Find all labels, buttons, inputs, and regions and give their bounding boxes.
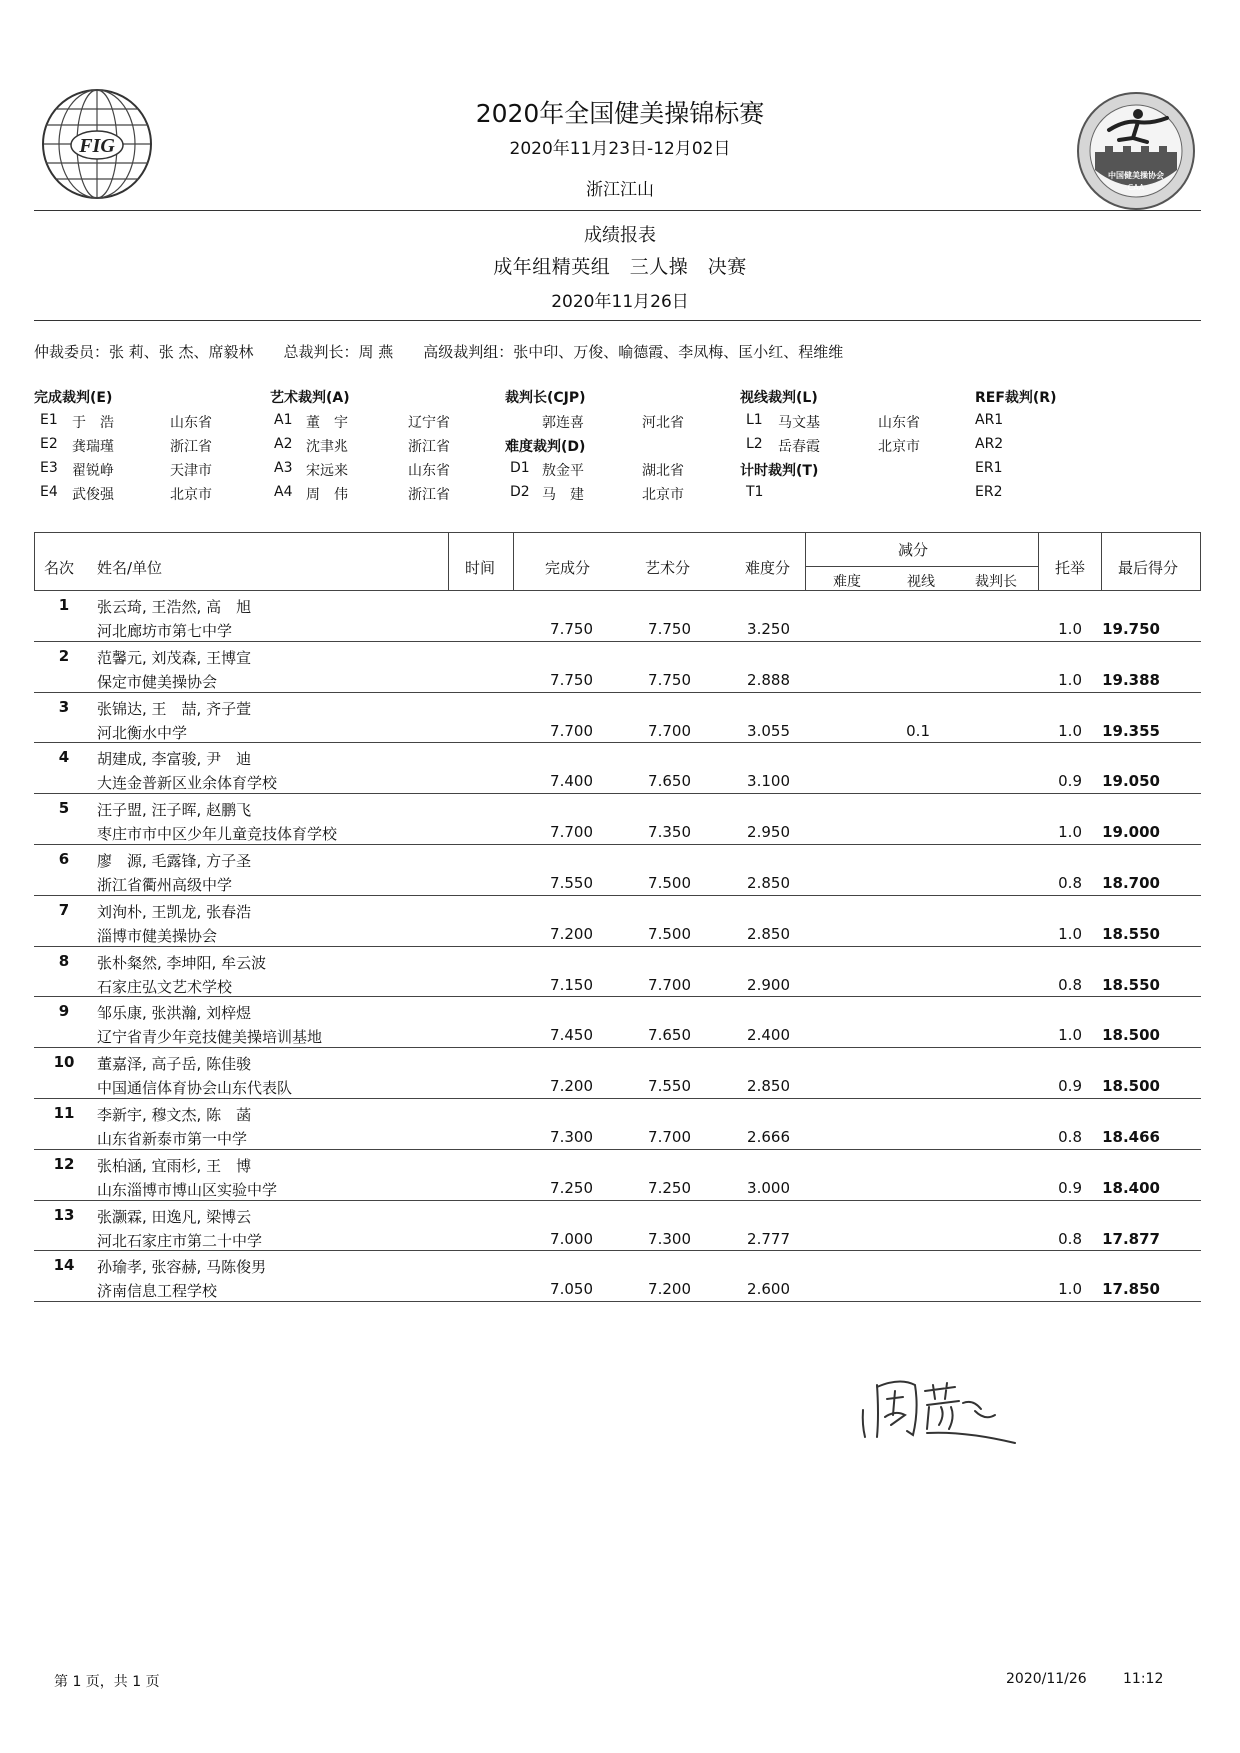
difficulty-score-cell: 2.950: [747, 823, 790, 842]
page-number: 第 1 页，共 1 页: [54, 1674, 160, 1690]
judge-code: D1: [510, 460, 530, 476]
judge-name: 翟锐峥: [72, 463, 114, 479]
judge-name: 马文基: [778, 415, 820, 431]
row-divider: [34, 641, 1201, 642]
col-header-lift: 托举: [1055, 559, 1086, 577]
row-divider: [34, 1149, 1201, 1150]
row-divider: [34, 1301, 1201, 1302]
lift-cell: 1.0: [1058, 721, 1082, 740]
rank-cell: 4: [58, 748, 70, 767]
deduction-sub-divider: [805, 566, 1038, 567]
lift-cell: 0.8: [1058, 874, 1082, 892]
rank-cell: 14: [53, 1256, 75, 1275]
rank-cell: 9: [58, 1002, 70, 1021]
judge-code: E2: [40, 436, 58, 452]
judge-name: 沈聿兆: [306, 439, 348, 455]
final-score-cell: 19.750: [1102, 620, 1160, 638]
athletes-cell: 邹乐康, 张洪瀚, 刘梓煜: [97, 1004, 252, 1023]
unit-cell: 山东淄博市博山区实验中学: [97, 1180, 278, 1199]
final-score-cell: 19.000: [1102, 823, 1160, 842]
execution-score-cell: 7.200: [550, 1077, 593, 1096]
unit-cell: 石家庄弘文艺术学校: [97, 977, 233, 996]
artistic-score-cell: 7.300: [648, 1229, 691, 1248]
final-score-cell: 19.050: [1102, 772, 1160, 791]
report-type: 成绩报表: [584, 225, 656, 246]
line-deduction-cell: 0.1: [906, 721, 930, 740]
athletes-cell: 刘洵朴, 王凯龙, 张春浩: [97, 902, 252, 921]
col-header-ded-line: 视线: [907, 574, 935, 590]
athletes-cell: 廖 源, 毛露锋, 方子圣: [97, 852, 252, 870]
execution-score-cell: 7.450: [550, 1026, 593, 1045]
rank-cell: 8: [58, 951, 70, 970]
judge-province: 山东省: [408, 463, 450, 479]
final-score-cell: 19.388: [1102, 670, 1160, 689]
col-divider: [448, 532, 449, 590]
difficulty-score-cell: 2.888: [747, 670, 790, 689]
unit-cell: 保定市健美操协会: [97, 672, 218, 691]
judge-code: AR1: [975, 412, 1004, 428]
report-category: 成年组精英组 三人操 决赛: [493, 256, 747, 278]
col-header-ded-difficulty: 难度: [833, 574, 861, 590]
final-score-cell: 18.700: [1102, 874, 1160, 892]
col-divider: [1038, 532, 1039, 590]
difficulty-score-cell: 2.666: [747, 1128, 790, 1146]
lift-cell: 1.0: [1058, 823, 1082, 842]
judge-code: E1: [40, 412, 58, 428]
lift-cell: 0.9: [1058, 1077, 1082, 1096]
unit-cell: 辽宁省青少年竞技健美操培训基地: [97, 1028, 323, 1047]
rank-cell: 3: [58, 697, 70, 716]
judge-name: 岳春霞: [778, 439, 820, 455]
col-divider: [1101, 532, 1102, 590]
row-divider: [34, 793, 1201, 794]
header-divider-bottom: [34, 320, 1201, 321]
judge-code: A1: [274, 412, 293, 428]
difficulty-score-cell: 2.850: [747, 1077, 790, 1096]
athletes-cell: 张灏霖, 田逸凡, 梁博云: [97, 1207, 252, 1226]
artistic-score-cell: 7.550: [648, 1077, 691, 1096]
lift-cell: 1.0: [1058, 924, 1082, 943]
rank-cell: 13: [53, 1205, 75, 1224]
cjp-province: 河北省: [642, 415, 684, 431]
table-left-border: [34, 532, 35, 590]
print-time: 11:12: [1123, 1671, 1164, 1687]
judge-province: 浙江省: [408, 439, 450, 455]
judge-province: 山东省: [170, 415, 212, 431]
final-score-cell: 19.355: [1102, 721, 1160, 740]
unit-cell: 河北衡水中学: [97, 723, 188, 742]
execution-score-cell: 7.750: [550, 620, 593, 638]
event-dates: 2020年11月23日-12月02日: [509, 139, 731, 159]
judge-code: L1: [746, 412, 763, 428]
lift-cell: 1.0: [1058, 670, 1082, 689]
judge-province: 浙江省: [408, 487, 450, 503]
table-right-border: [1200, 532, 1201, 590]
final-score-cell: 17.850: [1102, 1280, 1160, 1299]
final-score-cell: 18.500: [1102, 1077, 1160, 1096]
execution-score-cell: 7.250: [550, 1178, 593, 1197]
execution-score-cell: 7.050: [550, 1280, 593, 1299]
athletes-cell: 张朴粲然, 李坤阳, 牟云波: [97, 953, 267, 972]
judge-name: 周 伟: [306, 487, 348, 503]
artistic-score-cell: 7.750: [648, 620, 691, 638]
ref-judges-title: REF裁判(R): [975, 390, 1057, 406]
print-date: 2020/11/26: [1006, 1671, 1087, 1687]
athletes-cell: 孙瑜孝, 张容赫, 马陈俊男: [97, 1258, 267, 1277]
unit-cell: 中国通信体育协会山东代表队: [97, 1079, 293, 1098]
artistic-score-cell: 7.700: [648, 721, 691, 740]
artistic-score-cell: 7.500: [648, 874, 691, 892]
unit-cell: 济南信息工程学校: [97, 1282, 218, 1301]
final-score-cell: 17.877: [1102, 1229, 1160, 1248]
execution-judges-title: 完成裁判(E): [34, 390, 113, 406]
artistic-score-cell: 7.350: [648, 823, 691, 842]
difficulty-score-cell: 2.600: [747, 1280, 790, 1299]
header-divider-top: [34, 210, 1201, 211]
col-header-execution: 完成分: [545, 559, 591, 577]
execution-score-cell: 7.700: [550, 823, 593, 842]
judge-code: E3: [40, 460, 58, 476]
col-header-name: 姓名/单位: [97, 559, 163, 577]
judge-province: 浙江省: [170, 439, 212, 455]
execution-score-cell: 7.750: [550, 670, 593, 689]
judge-name: 龚瑞瑾: [72, 439, 114, 455]
col-header-rank: 名次: [44, 559, 75, 577]
difficulty-score-cell: 3.000: [747, 1178, 790, 1197]
judge-code: T1: [746, 484, 764, 500]
artistic-score-cell: 7.250: [648, 1178, 691, 1197]
judge-name: 武俊强: [72, 487, 114, 503]
judge-code: A3: [274, 460, 293, 476]
lift-cell: 0.9: [1058, 1178, 1082, 1197]
athletes-cell: 张云琦, 王浩然, 高 旭: [97, 598, 252, 616]
lift-cell: 1.0: [1058, 620, 1082, 638]
execution-score-cell: 7.000: [550, 1229, 593, 1248]
col-header-time: 时间: [465, 559, 496, 577]
judge-code: L2: [746, 436, 763, 452]
difficulty-score-cell: 2.900: [747, 975, 790, 994]
row-divider: [34, 1098, 1201, 1099]
line-judges-title: 视线裁判(L): [740, 390, 818, 406]
difficulty-score-cell: 3.100: [747, 772, 790, 791]
judge-name: 宋远来: [306, 463, 348, 479]
row-divider: [34, 1200, 1201, 1201]
rank-cell: 2: [58, 646, 70, 665]
difficulty-score-cell: 2.850: [747, 874, 790, 892]
athletes-cell: 胡建成, 李富骏, 尹 迪: [97, 750, 252, 769]
unit-cell: 山东省新泰市第一中学: [97, 1130, 248, 1148]
col-header-difficulty: 难度分: [745, 559, 791, 577]
final-score-cell: 18.500: [1102, 1026, 1160, 1045]
rank-cell: 5: [58, 799, 70, 818]
judge-province: 天津市: [170, 463, 212, 479]
execution-score-cell: 7.550: [550, 874, 593, 892]
col-header-deductions: 减分: [898, 541, 929, 559]
page-title: 2020年全国健美操锦标赛: [475, 99, 765, 128]
difficulty-score-cell: 3.250: [747, 620, 790, 638]
row-divider: [34, 742, 1201, 743]
unit-cell: 淄博市健美操协会: [97, 926, 218, 945]
judge-code: ER2: [975, 484, 1003, 500]
rank-cell: 11: [53, 1104, 75, 1122]
row-divider: [34, 895, 1201, 896]
table-top-border: [34, 532, 1201, 533]
col-divider: [805, 532, 806, 590]
cjp-title: 裁判长(CJP): [505, 390, 586, 406]
col-header-ded-cjp: 裁判长: [975, 574, 1017, 590]
fig-logo-text: FIG: [79, 135, 115, 157]
rank-cell: 1: [58, 596, 70, 614]
rank-cell: 7: [58, 900, 70, 919]
caa-logo-sub: CAA: [1127, 183, 1145, 192]
row-divider: [34, 996, 1201, 997]
judge-province: 北京市: [878, 439, 920, 455]
artistic-score-cell: 7.650: [648, 772, 691, 791]
row-divider: [34, 692, 1201, 693]
unit-cell: 浙江省衢州高级中学: [97, 876, 233, 894]
judge-province: 湖北省: [642, 463, 684, 479]
final-score-cell: 18.550: [1102, 924, 1160, 943]
difficulty-score-cell: 2.400: [747, 1026, 790, 1045]
judge-code: AR2: [975, 436, 1004, 452]
judge-name: 敖金平: [542, 463, 584, 479]
lift-cell: 1.0: [1058, 1280, 1082, 1299]
artistic-judges-title: 艺术裁判(A): [270, 390, 350, 406]
artistic-score-cell: 7.200: [648, 1280, 691, 1299]
event-location: 浙江江山: [586, 180, 654, 200]
time-judges-title: 计时裁判(T): [740, 463, 819, 479]
caa-logo-text: 中国健美操协会: [1108, 171, 1164, 180]
rank-cell: 10: [53, 1053, 75, 1072]
artistic-score-cell: 7.700: [648, 1128, 691, 1146]
execution-score-cell: 7.150: [550, 975, 593, 994]
officials-line: 仲裁委员：张 莉、张 杰、席毅林 总裁判长：周 燕 高级裁判组：张中印、万俊、喻德霞、李凤梅、匡小红、程维维: [34, 343, 844, 361]
artistic-score-cell: 7.500: [648, 924, 691, 943]
execution-score-cell: 7.700: [550, 721, 593, 740]
lift-cell: 0.8: [1058, 1128, 1082, 1146]
row-divider: [34, 946, 1201, 947]
judge-province: 北京市: [642, 487, 684, 503]
row-divider: [34, 1250, 1201, 1251]
execution-score-cell: 7.400: [550, 772, 593, 791]
lift-cell: 0.8: [1058, 975, 1082, 994]
col-header-final: 最后得分: [1118, 559, 1179, 577]
execution-score-cell: 7.200: [550, 924, 593, 943]
judge-name: 于 浩: [72, 415, 114, 431]
lift-cell: 1.0: [1058, 1026, 1082, 1045]
judge-code: A2: [274, 436, 293, 452]
artistic-score-cell: 7.750: [648, 670, 691, 689]
athletes-cell: 张锦达, 王 喆, 齐子萱: [97, 699, 252, 718]
report-date: 2020年11月26日: [551, 292, 689, 312]
judge-province: 山东省: [878, 415, 920, 431]
unit-cell: 枣庄市市中区少年儿童竞技体育学校: [97, 825, 338, 844]
table-header-bottom-border: [34, 590, 1201, 591]
signature-image: [855, 1355, 1020, 1445]
unit-cell: 河北廊坊市第七中学: [97, 622, 233, 640]
judge-name: 董 宇: [306, 415, 348, 431]
artistic-score-cell: 7.650: [648, 1026, 691, 1045]
judge-province: 辽宁省: [408, 415, 450, 431]
judge-name: 马 建: [542, 487, 584, 503]
difficulty-score-cell: 2.777: [747, 1229, 790, 1248]
rank-cell: 6: [58, 850, 70, 868]
unit-cell: 大连金普新区业余体育学校: [97, 774, 278, 793]
final-score-cell: 18.550: [1102, 975, 1160, 994]
athletes-cell: 汪子盟, 汪子晖, 赵鹏飞: [97, 801, 252, 820]
judge-code: ER1: [975, 460, 1003, 476]
rank-cell: 12: [53, 1154, 75, 1173]
cjp-name: 郭连喜: [542, 415, 584, 431]
row-divider: [34, 1047, 1201, 1048]
judge-code: D2: [510, 484, 530, 500]
judge-code: E4: [40, 484, 58, 500]
judge-province: 北京市: [170, 487, 212, 503]
difficulty-score-cell: 2.850: [747, 924, 790, 943]
artistic-score-cell: 7.700: [648, 975, 691, 994]
lift-cell: 0.8: [1058, 1229, 1082, 1248]
athletes-cell: 李新宇, 穆文杰, 陈 菡: [97, 1106, 252, 1124]
final-score-cell: 18.466: [1102, 1128, 1160, 1146]
unit-cell: 河北石家庄市第二十中学: [97, 1231, 263, 1250]
athletes-cell: 张柏涵, 宜雨杉, 王 博: [97, 1156, 252, 1175]
col-header-artistic: 艺术分: [645, 559, 691, 577]
difficulty-score-cell: 3.055: [747, 721, 790, 740]
athletes-cell: 范馨元, 刘茂森, 王博宣: [97, 648, 252, 667]
execution-score-cell: 7.300: [550, 1128, 593, 1146]
row-divider: [34, 844, 1201, 845]
difficulty-judges-title: 难度裁判(D): [505, 439, 586, 455]
athletes-cell: 董嘉泽, 高子岳, 陈佳骏: [97, 1055, 252, 1074]
final-score-cell: 18.400: [1102, 1178, 1160, 1197]
lift-cell: 0.9: [1058, 772, 1082, 791]
col-divider: [513, 532, 514, 590]
judge-code: A4: [274, 484, 293, 500]
